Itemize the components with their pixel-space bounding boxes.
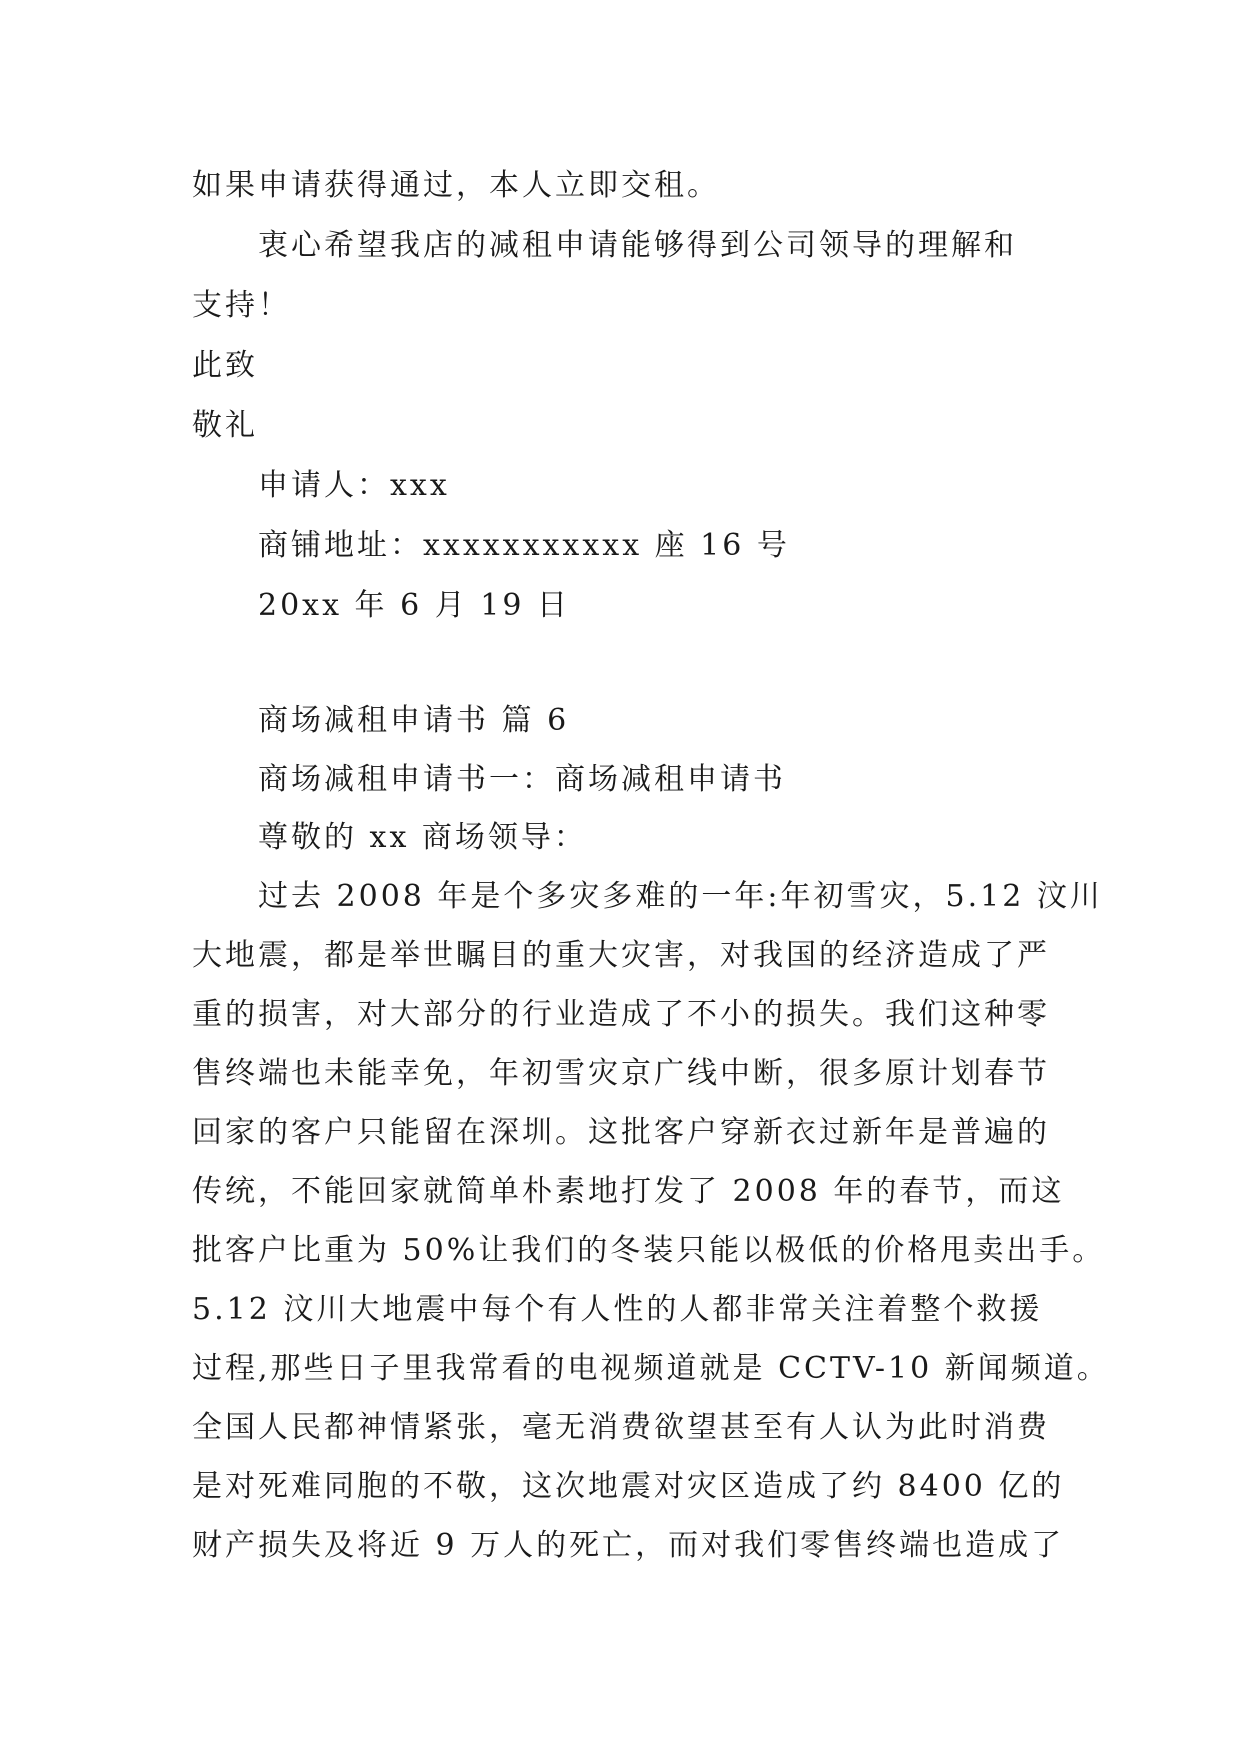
text-line: 回家的客户只能留在深圳。这批客户穿新衣过新年是普遍的	[192, 1115, 1050, 1150]
text-line: 传统，不能回家就简单朴素地打发了 2008 年的春节，而这	[192, 1174, 1065, 1209]
text-line: 过去 2008 年是个多灾多难的一年:年初雪灾，5.12 汶川	[258, 879, 1103, 914]
text-line: 财产损失及将近 9 万人的死亡，而对我们零售终端也造成了	[192, 1528, 1065, 1563]
closing-salutation: 敬礼	[192, 408, 258, 443]
text-line: 售终端也未能幸免，年初雪灾京广线中断，很多原计划春节	[192, 1056, 1050, 1091]
applicant-line: 申请人：xxx	[258, 468, 450, 503]
greeting-line: 尊敬的 xx 商场领导：	[258, 820, 587, 855]
text-line: 批客户比重为 50%让我们的冬装只能以极低的价格甩卖出手。	[192, 1233, 1106, 1268]
date-line: 20xx 年 6 月 19 日	[258, 588, 570, 623]
text-line: 大地震，都是举世瞩目的重大灾害，对我国的经济造成了严	[192, 938, 1050, 973]
text-line: 是对死难同胞的不敬，这次地震对灾区造成了约 8400 亿的	[192, 1469, 1065, 1504]
text-line: 支持！	[192, 288, 291, 323]
section-heading: 商场减租申请书 篇 6	[258, 703, 570, 738]
text-line: 如果申请获得通过，本人立即交租。	[192, 168, 720, 203]
text-line: 衷心希望我店的减租申请能够得到公司领导的理解和	[258, 228, 1017, 263]
text-line: 重的损害，对大部分的行业造成了不小的损失。我们这种零	[192, 997, 1050, 1032]
text-line: 全国人民都神情紧张，毫无消费欲望甚至有人认为此时消费	[192, 1410, 1050, 1445]
subtitle-line: 商场减租申请书一：商场减租申请书	[258, 762, 786, 797]
shop-address-line: 商铺地址：xxxxxxxxxxx 座 16 号	[258, 528, 790, 563]
closing-salutation: 此致	[192, 348, 258, 383]
text-line: 5.12 汶川大地震中每个有人性的人都非常关注着整个救援	[192, 1292, 1043, 1327]
text-line: 过程,那些日子里我常看的电视频道就是 CCTV-10 新闻频道。	[192, 1351, 1110, 1386]
